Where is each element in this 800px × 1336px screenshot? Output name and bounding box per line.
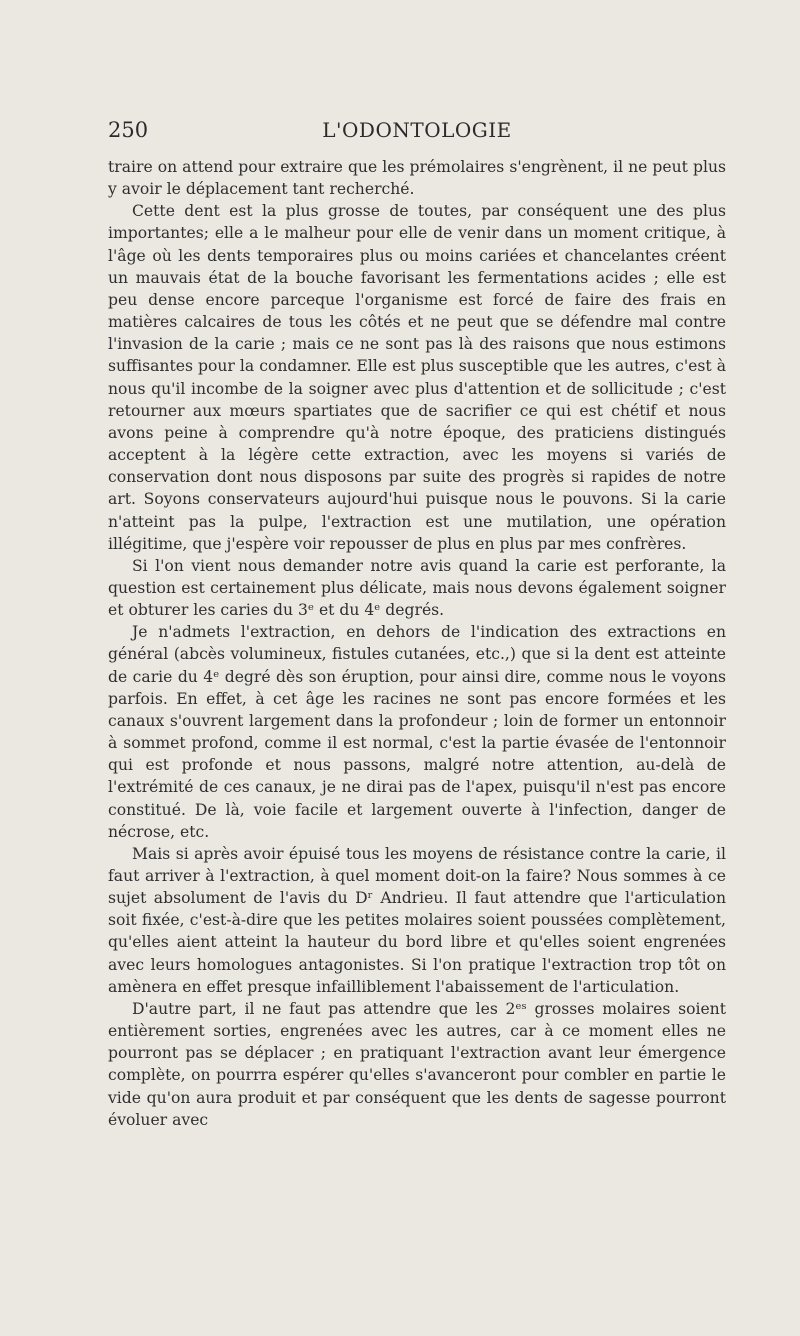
paragraph-2: Cette dent est la plus grosse de toutes, par conséquent une des plus importantes; elle a le malheur pour elle de venir dans un moment critique, à l'âge où les dents temporaires plus ou moins cariées et chancelantes créent un mauvais état de la bouche favorisant les fermentations acides ; elle est peu dense encore parceque l'organisme est forcé de faire des frais en matières calcaires de tous les côtés et ne peut que se défendre mal contre l'invasion de la carie ; mais ce ne sont pas là des raisons que nous estimons suffisantes pour la condamner. Elle est plus susceptible que les autres, c'est à nous qu'il incombe de la soigner avec plus d'attention et de sollicitude ; c'est retourner aux mœurs spartiates que de sacrifier ce qui est chétif et nous avons peine à comprendre qu'à notre époque, des praticiens distingués acceptent à la légère cette extraction, avec les moyens si variés de conservation dont nous disposons par suite des progrès si rapides de notre art. Soyons conservateurs aujourd'hui puisque nous le pouvons. Si la carie n'atteint pas la pulpe, l'extraction est une mutilation, une opération illégitime, que j'espère voir repousser de plus en plus par mes confrères. (108, 202, 726, 553)
paragraph-1: traire on attend pour extraire que les prémolaires s'engrènent, il ne peut plus y avoir le déplacement tant recherché. (108, 158, 726, 199)
page-header (108, 118, 726, 148)
body-text (108, 156, 726, 1131)
paragraph-6: D'autre part, il ne faut pas attendre que les 2ᵉˢ grosses molaires soient entièrement sorties, engrenées avec les autres, car à ce moment elles ne pourront pas se déplacer ; en pratiquant l'extraction avant leur émergence complète, on pourrra espérer qu'elles s'avanceront pour combler en partie le vide qu'on aura produit et par conséquent que les dents de sagesse pourront évoluer avec (108, 999, 726, 1129)
running-head: L'ODONTOLOGIE (322, 118, 512, 142)
paragraph-3: Si l'on vient nous demander notre avis quand la carie est perforante, la question est certainement plus délicate, mais nous devons également soigner et obturer les caries du 3ᵉ et du 4ᵉ degrés. (108, 556, 726, 620)
paragraph-5: Mais si après avoir épuisé tous les moyens de résistance contre la carie, il faut arriver à l'extraction, à quel moment doit-on la faire? Nous sommes à ce sujet absolument de l'avis du Dʳ Andrieu. Il faut attendre que l'articulation soit fixée, c'est-à-dire que les petites molaires soient poussées complètement, qu'elles aient atteint la hauteur du bord libre et qu'elles soient engrenées avec leurs homologues antagonistes. Si l'on pratique l'extraction trop tôt on amènera en effet presque infailliblement l'abaissement de l'articulation. (108, 844, 726, 996)
page-number: 250 (108, 118, 149, 142)
paragraph-4: Je n'admets l'extraction, en dehors de l'indication des extractions en général (abcès volumineux, fistules cutanées, etc.,) que si la dent est atteinte de carie du 4ᵉ degré dès son éruption, pour ainsi dire, comme nous le voyons parfois. En effet, à cet âge les racines ne sont pas encore formées et les canaux s'ouvrent largement dans la profondeur ; loin de former un entonnoir à sommet profond, comme il est normal, c'est la partie évasée de l'entonnoir qui est profonde et nous passons, malgré notre attention, au-delà de l'extrémité de ces canaux, je ne dirai pas de l'apex, puisqu'il n'est pas encore constitué. De là, voie facile et largement ouverte à l'infection, danger de nécrose, etc. (108, 623, 726, 841)
